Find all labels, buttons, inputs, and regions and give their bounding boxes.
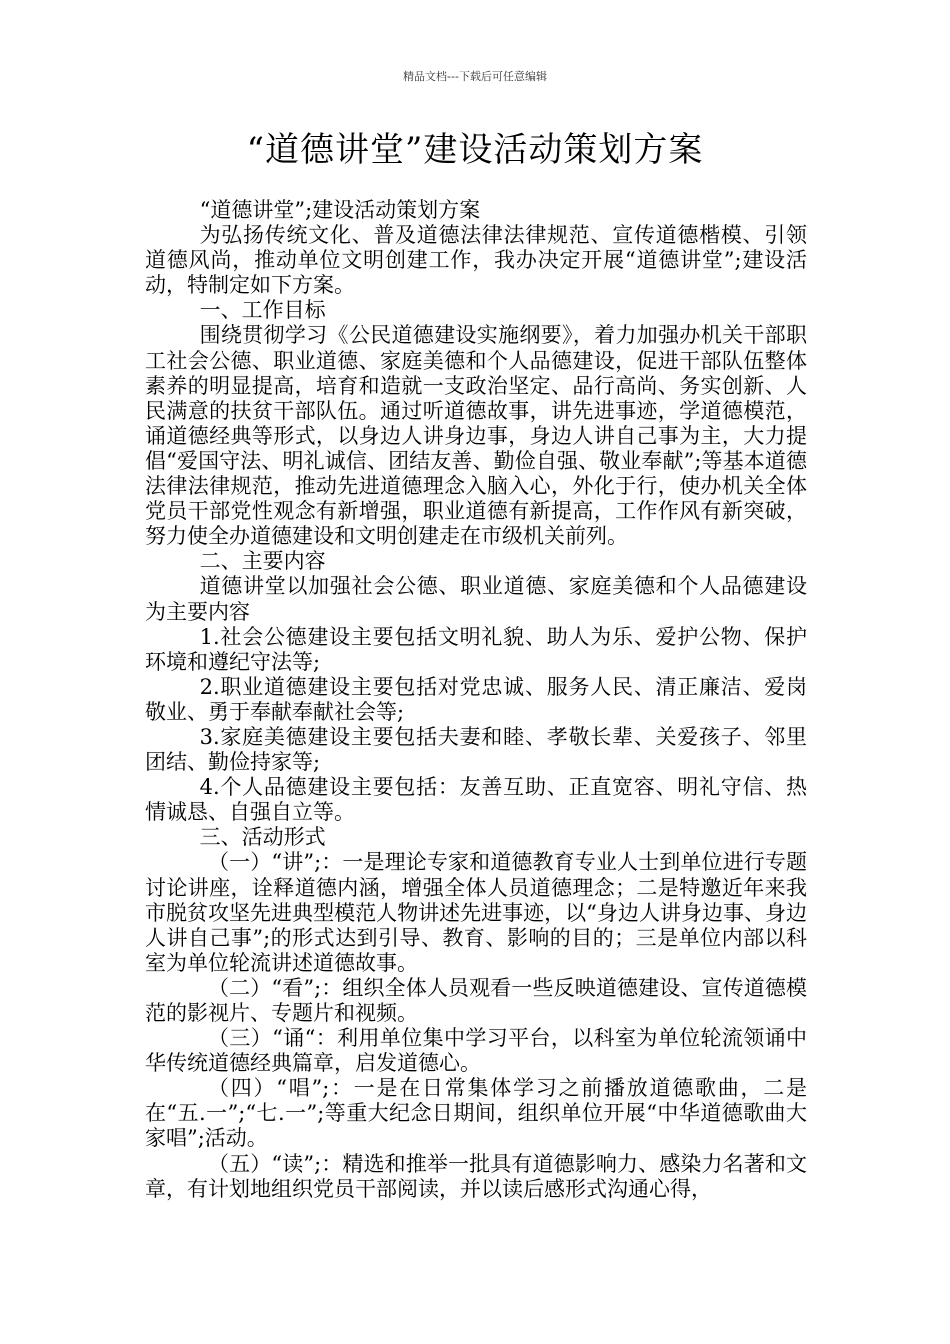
list-item-social-morality: 1.社会公德建设主要包括文明礼貌、助人为乐、爱护公物、保护环境和遵纪守法等; [145, 624, 807, 674]
section-heading-forms: 三、活动形式 [199, 825, 326, 850]
section-heading-content: 二、主要内容 [199, 549, 326, 574]
list-item-professional-ethics: 2.职业道德建设主要包括对党忠诚、服务人民、清正廉洁、爱岗敬业、勇于奉献奉献社会等; [145, 674, 807, 724]
paragraph-content-intro: 道德讲堂以加强社会公德、职业道德、家庭美德和个人品德建设为主要内容 [145, 574, 807, 624]
list-item-family-virtues: 3.家庭美德建设主要包括夫妻和睦、孝敬长辈、关爱孩子、邻里团结、勤俭持家等; [145, 724, 807, 775]
paragraph-goals: 围绕贯彻学习《公民道德建设实施纲要》，着力加强办机关干部职工社会公德、职业道德、家庭美德和个人品德建设，促进干部队伍整体素养的明显提高，培育和造就一支政治坚定、品行高尚、务实创新、人民满意的扶贫干部队伍。通过听道德故事，讲先进事迹，学道德模范，诵道德经典等形式，以身边人讲身边事，身边人讲自己事为主，大力提倡“爱国守法、明礼诚信、团结友善、勤俭自强、敬业奉献”;等基本道德法律法律规范，推动先进道德理念入脑入心，外化于行，使办机关全体党员干部党性观念有新增强，职业道德有新提高，工作作风有新突破，努力使全办道德建设和文明创建走在市级机关前列。 [145, 323, 807, 549]
paragraph-form-speak: （一）“讲”;：一是理论专家和道德教育专业人士到单位进行专题讨论讲座，诠释道德内涵，增强全体人员道德理念；二是特邀近年来我市脱贫攻坚先进典型模范人物讲述先进事迹，以“身边人讲身边事、身边人讲自己事”;的形式达到引导、教育、影响的目的；三是单位内部以科室为单位轮流讲述道德故事。 [145, 850, 807, 975]
section-heading-goals: 一、工作目标 [199, 298, 326, 323]
paragraph-subtitle: “道德讲堂”;建设活动策划方案 [199, 198, 481, 222]
paragraph-form-read: （五）“读”;：精选和推举一批具有道德影响力、感染力名著和文章，有计划地组织党员干部阅读，并以读后感形式沟通心得， [145, 1151, 807, 1201]
list-item-personal-character: 4.个人品德建设主要包括：友善互助、正直宽容、明礼守信、热情诚恳、自强自立等。 [145, 775, 807, 825]
paragraph-form-recite: （三）“诵“：利用单位集中学习平台，以科室为单位轮流领诵中华传统道德经典篇章，启发道德心。 [145, 1026, 807, 1076]
document-body [145, 198, 807, 1202]
page-header-note: 精品文档---下载后可任意编辑 [403, 70, 547, 83]
paragraph-form-sing: （四）“唱”;：一是在日常集体学习之前播放道德歌曲，二是在“五.一”;“七.一”;等重大纪念日期间，组织单位开展“中华道德歌曲大家唱”;活动。 [145, 1076, 807, 1151]
paragraph-intro: 为弘扬传统文化、普及道德法律法律规范、宣传道德楷模、引领道德风尚，推动单位文明创建工作，我办决定开展“道德讲堂”;建设活动，特制定如下方案。 [145, 223, 807, 298]
document-title: “道德讲堂”建设活动策划方案 [246, 130, 704, 170]
paragraph-form-watch: （二）“看”;：组织全体人员观看一些反映道德建设、宣传道德模范的影视片、专题片和视频。 [145, 975, 807, 1025]
